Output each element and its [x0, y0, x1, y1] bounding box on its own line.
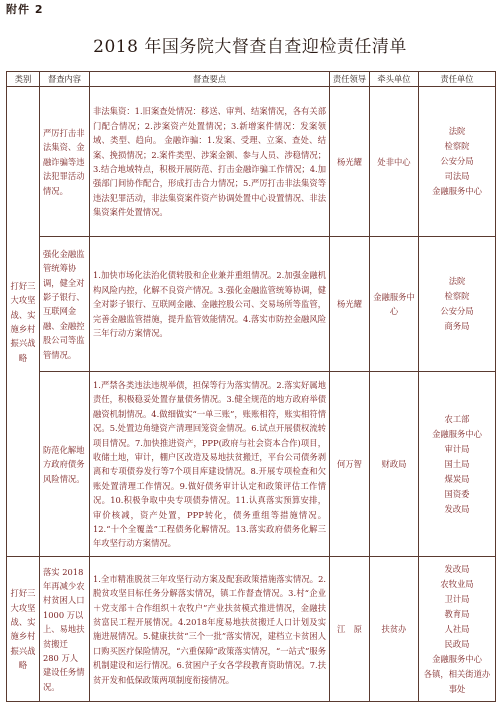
- annex-label: 附件 2: [6, 3, 44, 16]
- page-title: 2018 年国务院大督查自查迎检责任清单: [93, 37, 407, 57]
- unit-item: 农工部: [444, 413, 470, 424]
- unit-item: 教育局: [444, 608, 470, 619]
- table-header-row: [7, 72, 496, 87]
- row-content: 强化金融监管统筹协调，健全对影子银行、互联网金融、金融控股公司等监管情况。: [40, 237, 90, 372]
- unit-item: 煤炭局: [444, 473, 470, 484]
- header-points: 督查要点: [90, 72, 330, 87]
- category-cell: 打好三大攻坚战、实施乡村振兴战略: [7, 557, 40, 702]
- unit-item: 国资委: [444, 488, 470, 499]
- row-units: [419, 87, 496, 237]
- unit-item: 金融服务中心: [432, 428, 482, 439]
- row-lead-unit: 金融服务中心: [370, 237, 419, 372]
- unit-item: 检察院: [444, 141, 470, 152]
- category-cell: 打好三大攻坚战、实施乡村振兴战略: [7, 87, 40, 557]
- responsibility-table: [6, 71, 496, 702]
- header-content: 督查内容: [40, 72, 90, 87]
- header-units: 责任单位: [419, 72, 496, 87]
- header-leader: 责任领导: [330, 72, 370, 87]
- row-content: 严厉打击非法集资、金融诈骗等违法犯罪活动情况。: [40, 87, 90, 237]
- table-row: [7, 372, 496, 557]
- table-row: [7, 557, 496, 702]
- unit-item: 各镇，相关街道办事处: [423, 668, 491, 694]
- unit-item: 司法局: [444, 171, 470, 182]
- row-points: 1.严禁各类违法违规举债，担保等行为落实情况。2.落实好属地责任，积极稳妥处置存量债务情况。3.健全规范的地方政府举债融资机制情况。4.做细做实“一单三账”，账账相符，账实相符情况。5.处置边角缝资产清理回笼资金情况。6.试点开展债权流转项目情况。7.加快推进资产，PPP(政府与社会资本合作)项目，收储土地，审计，棚户区改造及易地扶贫搬迁，平台公司债务剥离和专项债券发行等7个项目库建设情况。8.开展专项检查和欠账处置清理工作情况。9.做好债务审计认定和政策评估工作情况。10.积极争取中央专项债券情况。11.认真落实预算安排，审价核减，资产处置，PPP转化，债务重组等措施情况。12.“十个全覆盖”工程债务化解情况。13.落实政府债务化解三年攻坚行动方案情况。: [90, 372, 330, 557]
- unit-item: 公安分局: [440, 306, 474, 317]
- unit-item: 法院: [448, 276, 466, 287]
- unit-item: 商务局: [444, 321, 470, 332]
- row-leader: 杨光耀: [330, 237, 370, 372]
- row-units: [419, 557, 496, 702]
- row-leader: 何万智: [330, 372, 370, 557]
- row-lead-unit: 财政局: [370, 372, 419, 557]
- unit-item: 金融服务中心: [432, 653, 482, 664]
- unit-item: 人社局: [444, 623, 470, 634]
- header-lead-unit: 牵头单位: [370, 72, 419, 87]
- unit-item: 民政局: [444, 638, 470, 649]
- unit-item: 国土局: [444, 458, 470, 469]
- table-row: [7, 237, 496, 372]
- unit-item: 审计局: [444, 443, 470, 454]
- row-content: 落实 2018 年再减少农村贫困人口 1000 万以上、易地扶贫搬迁 280 万人建设任务情况。: [40, 557, 90, 702]
- row-points: 非法集资：1.旧案查处情况：移送、审判、结案情况，各有关部门配合情况；2.涉案资产处置情况；3.新增案件情况：发案领域、类型、趋向。 金融诈骗：1.发案、受理、立案、查处、结案、挽损情况；2.案件类型、涉案金额、参与人员、涉稳情况；3.结合地域特点，积极开展防范、打击金融诈骗工作情况；4.加强部门间协作配合，形成打击合力情况；5.严厉打击非法集资等违法犯罪活动，非法集资案件资产协调处置中心设置情况、非法集资案件处置情况。: [90, 87, 330, 237]
- row-lead-unit: 扶贫办: [370, 557, 419, 702]
- row-leader: 江 原: [330, 557, 370, 702]
- row-points: 1.全市精准脱贫三年攻坚行动方案及配套政策措施落实情况。2.脱贫攻坚目标任务分解落实情况，镇工作督查情况。3.村“企业＋党支部＋合作组织＋农牧户”产业扶贫模式推进情况，金融扶贫富民工程开展情况。4.2018年度易地扶贫搬迁人口计划及实施进展情况。5.健康扶贫“三个一批”落实情况，建档立卡贫困人口购买医疗保险情况，“六重保障”政策落实情况，“一站式”服务机制建设和运行情况。6.贫困户子女各学段教育资助情况。7.扶贫开发和低保政策两项制度衔接情况。: [90, 557, 330, 702]
- row-lead-unit: 处非中心: [370, 87, 419, 237]
- unit-item: 发改局: [444, 563, 470, 574]
- unit-item: 金融服务中心: [432, 186, 482, 197]
- unit-item: 农牧业局: [440, 578, 474, 589]
- row-leader: 杨光耀: [330, 87, 370, 237]
- header-category: 类别: [7, 72, 40, 87]
- table-row: [7, 87, 496, 237]
- unit-item: 发改局: [444, 503, 470, 514]
- unit-item: 卫计局: [444, 593, 470, 604]
- row-units: [419, 237, 496, 372]
- unit-item: 检察院: [444, 291, 470, 302]
- unit-item: 公安分局: [440, 156, 474, 167]
- row-points: 1.加快市场化法治化债转股和企业兼并重组情况。2.加强金融机构风险内控，化解不良资产情况。3.强化金融监管统筹协调，健全对影子银行、互联网金融、金融控股公司、交易场所等监管，完善金融监管措施，提升监管效能情况。4.落实市防控金融风险三年行动方案情况。: [90, 237, 330, 372]
- row-units: [419, 372, 496, 557]
- unit-item: 法院: [448, 126, 466, 137]
- row-content: 防范化解地方政府债务风险情况。: [40, 372, 90, 557]
